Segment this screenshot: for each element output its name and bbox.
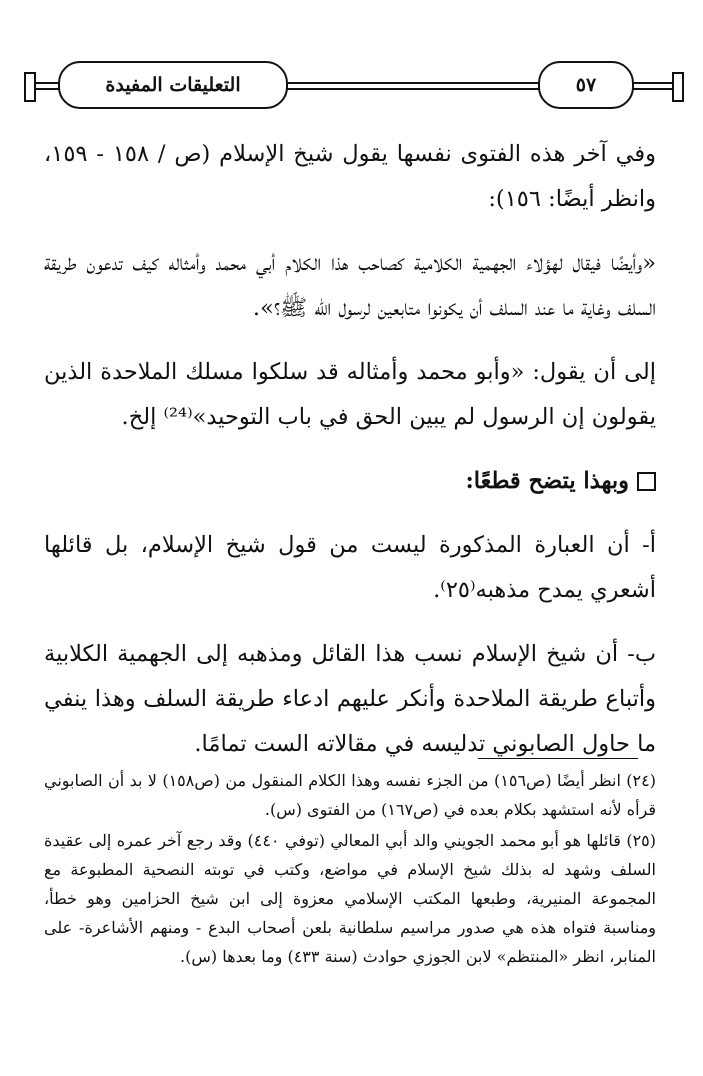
paragraph-quote-2: إلى أن يقول: «وأبو محمد وأمثاله قد سلكوا مسلك الملاحدة الذين يقولون إن الرسول لم يبين الحق في باب التوحيد»⁽²⁴⁾ إلخ. [44, 359, 656, 430]
point-a: أ- أن العبارة المذكورة ليست من قول شيخ الإسلام، بل قائلها أشعري يمدح مذهبه⁽٢٥⁾. [44, 532, 656, 603]
header-left-end-cap [24, 72, 36, 102]
header-right-end-cap [672, 72, 684, 102]
page-header [24, 58, 684, 114]
footnote-separator [478, 758, 638, 759]
paragraph-quote-intro: وفي آخر هذه الفتوى نفسها يقول شيخ الإسلام (ص / ١٥٨ - ١٥٩، وانظر أيضًا: ١٥٦): [44, 141, 656, 212]
paragraph-quote-1: «وأيضًا فيقال لهؤلاء الجهمية الكلامية كصاحب هذا الكلام أبي محمد وأمثاله كيف تدعون طريقة السلف وغاية ما عند السلف أن يكونوا متابعين لرسول الله ﷺ؟». [44, 250, 656, 321]
footnote-24: (٢٤) انظر أيضًا (ص١٥٦) من الجزء نفسه وهذا الكلام المنقول من (ص١٥٨) لا بد أن الصابوني قرأه لأنه استشهد بكلام بعده في (ص١٦٧) من الفتوى (س). [44, 771, 656, 819]
footnotes [44, 766, 656, 973]
footnote-25: (٢٥) قائلها هو أبو محمد الجويني والد أبي المعالي (توفي ٤٤٠) وقد رجع آخر عمره إلى عقيدة السلف وشهد له بذلك شيخ الإسلام في مواضع، وكتب في توبته النصحية المطبوعة مع المجموعة المنيرية، وطبعها المكتب الإسلامي معزوة إلى ابن شيخ الحزامين وهو خطأ، ومناسبة فتواه هذه هي صدور مراسيم سلطانية بلعن أصحاب البدع - ومنهم الأشاعرة- على المنابر، انظر «المنتظم» لابن الجوزي حوادث (سنة ٤٣٣) وما بعدها (س). [44, 831, 656, 966]
section-heading [44, 459, 656, 504]
square-bullet-icon [637, 472, 656, 491]
point-b: ب- أن شيخ الإسلام نسب هذا القائل ومذهبه إلى الجهمية الكلابية وأتباع طريقة الملاحدة وأنكر عليهم ادعاء طريقة السلف وهذا ينفي ما حاول الصابوني تدليسه في مقالاته الست تمامًا. [44, 641, 656, 757]
section-heading-text: وبهذا يتضح قطعًا: [465, 468, 629, 494]
book-title: التعليقات المفيدة [58, 61, 288, 109]
page-number: ٥٧ [538, 61, 634, 109]
main-text [44, 132, 656, 786]
